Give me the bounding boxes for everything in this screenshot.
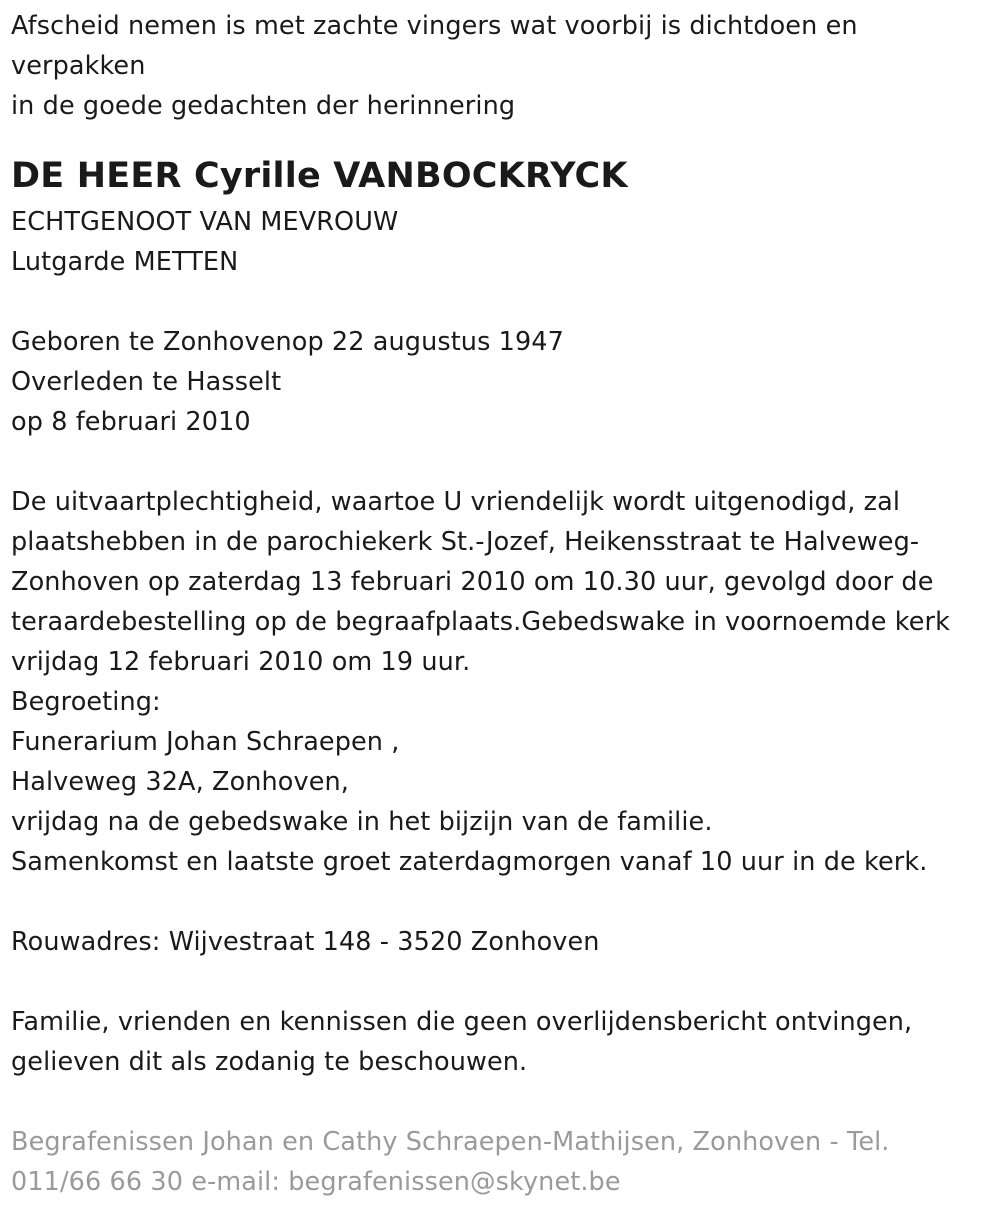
- funeral-home-footer: [11, 1122, 988, 1202]
- intro-line-1: Afscheid nemen is met zachte vingers wat voorbij is dichtdoen en: [11, 11, 858, 41]
- deceased-name: DE HEER Cyrille VANBOCKRYCK: [11, 156, 628, 196]
- notice-line-2: gelieven dit als zodanig te beschouwen.: [11, 1047, 528, 1077]
- intro-line-3: in de goede gedachten der herinnering: [11, 91, 516, 121]
- notice-line-1: Familie, vrienden en kennissen die geen overlijdensbericht ontvingen,: [11, 1007, 913, 1037]
- ceremony-line: Zonhoven op zaterdag 13 februari 2010 om 10.30 uur, gevolgd door de: [11, 567, 934, 597]
- greeting-line: vrijdag na de gebedswake in het bijzijn van de familie.: [11, 807, 713, 837]
- ceremony-line: plaatshebben in de parochiekerk St.-Jozef, Heikensstraat te Halveweg-: [11, 527, 920, 557]
- intro-poem: [11, 6, 988, 126]
- notice-block: [11, 1002, 988, 1082]
- greeting-line: Halveweg 32A, Zonhoven,: [11, 767, 349, 797]
- greeting-line: Samenkomst en laatste groet zaterdagmorgen vanaf 10 uur in de kerk.: [11, 847, 928, 877]
- ceremony-line: vrijdag 12 februari 2010 om 19 uur.: [11, 647, 471, 677]
- death-place: Overleden te Hasselt: [11, 367, 282, 397]
- footer-line-1: Begrafenissen Johan en Cathy Schraepen-Mathijsen, Zonhoven - Tel.: [11, 1127, 890, 1157]
- footer-contact: 011/66 66 30 e-mail: begrafenissen@skynet.be: [11, 1167, 621, 1197]
- greeting-line: Funerarium Johan Schraepen ,: [11, 727, 400, 757]
- ceremony-block: [11, 482, 988, 882]
- birth-info: Geboren te Zonhovenop 22 augustus 1947: [11, 327, 564, 357]
- spouse-name: Lutgarde METTEN: [11, 247, 239, 277]
- deceased-block: [11, 150, 988, 282]
- greeting-label: Begroeting:: [11, 687, 161, 717]
- ceremony-line: De uitvaartplechtigheid, waartoe U vriendelijk wordt uitgenodigd, zal: [11, 487, 901, 517]
- mourning-address: Rouwadres: Wijvestraat 148 - 3520 Zonhoven: [11, 927, 600, 957]
- dates-block: [11, 322, 988, 442]
- address-block: [11, 922, 988, 962]
- ceremony-line: teraardebestelling op de begraafplaats.Gebedswake in voornoemde kerk: [11, 607, 950, 637]
- relation-label: ECHTGENOOT VAN MEVROUW: [11, 207, 399, 237]
- death-date: op 8 februari 2010: [11, 407, 251, 437]
- intro-line-2: verpakken: [11, 51, 146, 81]
